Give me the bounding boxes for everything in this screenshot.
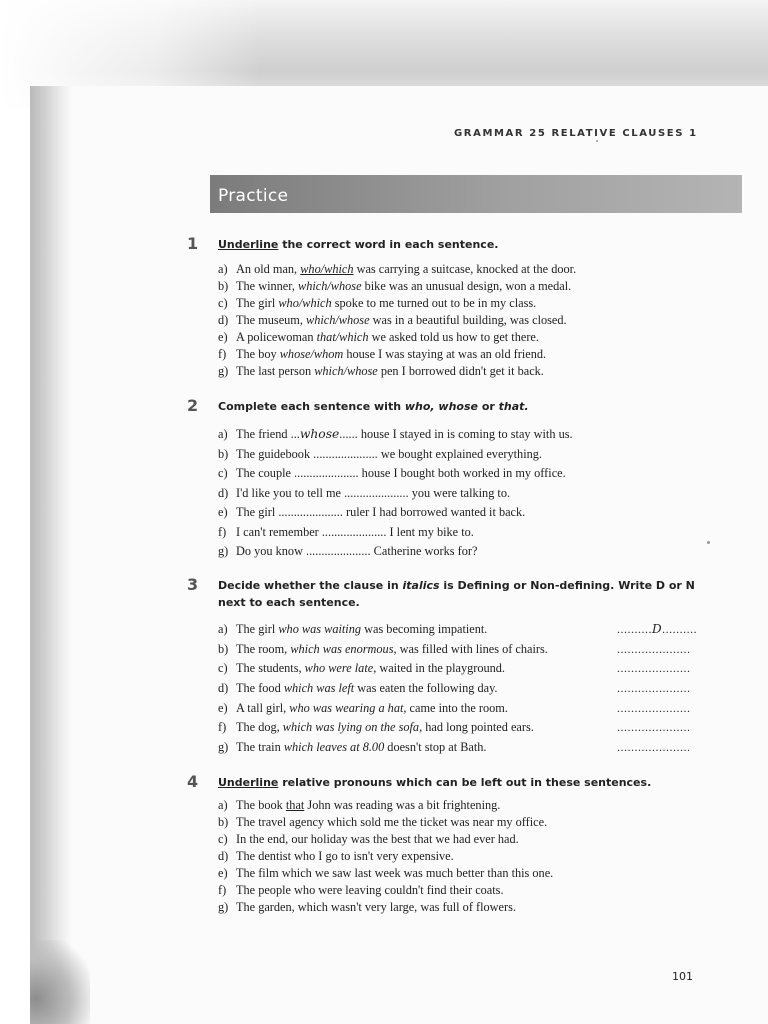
item-clause: which was lying on the sofa, <box>282 720 423 735</box>
item-letter: a) <box>218 262 228 276</box>
item-choice: that/which <box>316 330 369 344</box>
item-choice: whose/whom <box>279 347 344 361</box>
list-item <box>218 503 573 523</box>
exercise-items <box>218 261 576 380</box>
exercise-items <box>218 425 573 562</box>
item-text: The girl <box>236 622 279 636</box>
scan-speck <box>707 541 710 544</box>
instruction-text: Complete each sentence with <box>218 400 405 413</box>
answer-blank: ..................... <box>617 720 691 735</box>
exercise-number: 1 <box>187 234 199 253</box>
instruction-underlined: Underline <box>218 238 279 251</box>
item-text: The dog, <box>236 720 283 735</box>
list-item <box>218 848 553 865</box>
item-choice: which/whose <box>298 279 362 293</box>
item-text: In the end, our holiday was the best that we had ever had. <box>236 832 519 846</box>
list-item <box>218 464 573 484</box>
item-text: was eaten the following day. <box>354 681 498 696</box>
item-letter: a) <box>218 622 228 636</box>
item-text: The dentist who I go to isn't very expensive. <box>236 849 454 863</box>
list-item <box>218 699 691 719</box>
list-item <box>218 865 553 882</box>
list-item <box>218 523 573 543</box>
answer-blank: ..................... <box>617 681 691 696</box>
item-text: The winner, <box>236 279 298 293</box>
item-text: An old man, <box>236 262 301 276</box>
answer-blank: ..................... <box>617 740 691 755</box>
list-item <box>218 659 691 679</box>
item-clause: who were late, <box>304 661 377 676</box>
item-letter: c) <box>218 296 228 310</box>
answer-blank: ..................... <box>617 661 691 676</box>
exercise-number: 4 <box>187 772 199 791</box>
instruction-text: the correct word in each sentence. <box>278 238 499 251</box>
item-text: waited in the playground. <box>376 661 506 676</box>
item-text: The friend ... <box>236 427 300 441</box>
list-item <box>218 329 576 346</box>
item-text: was in a beautiful building, was closed. <box>369 313 567 327</box>
list-item <box>218 278 576 295</box>
item-text: The last person <box>236 364 315 378</box>
item-text: The train <box>236 740 284 755</box>
item-choice: which/whose <box>314 364 378 378</box>
item-letter: b) <box>218 279 229 293</box>
item-clause: which was enormous, <box>290 641 397 656</box>
item-choice: who/which <box>278 296 332 310</box>
item-text: was filled with lines of chairs. <box>396 641 548 656</box>
list-item <box>218 831 553 848</box>
list-item <box>218 620 698 640</box>
list-item <box>218 718 691 738</box>
item-letter: g) <box>218 740 229 755</box>
handwritten-answer: whose <box>299 427 340 441</box>
answer-dots: .......... <box>662 622 698 636</box>
section-banner <box>210 175 742 213</box>
item-choice: which/whose <box>306 313 370 327</box>
item-text: The room, <box>236 641 291 656</box>
item-text: I can't remember ..................... I lent my bike to. <box>236 524 474 539</box>
list-item <box>218 899 553 916</box>
item-letter: f) <box>218 883 227 897</box>
item-letter: e) <box>218 330 228 344</box>
exercise-instruction <box>218 577 718 611</box>
item-letter: e) <box>218 866 228 880</box>
exercise-instruction <box>218 398 718 415</box>
item-text: The boy <box>236 347 280 361</box>
exercise-number: 3 <box>187 575 199 594</box>
item-text: was carrying a suitcase, knocked at the door. <box>353 262 577 276</box>
exercise-instruction <box>218 236 718 253</box>
item-letter: c) <box>218 832 228 846</box>
list-item <box>218 295 576 312</box>
item-text: spoke to me turned out to be in my class. <box>331 296 537 310</box>
item-letter: f) <box>218 524 227 539</box>
instruction-text: relative pronouns which can be left out in these sentences. <box>278 776 652 789</box>
page-number: 101 <box>672 970 693 983</box>
item-letter: c) <box>218 661 228 676</box>
item-text: house I was staying at was an old friend. <box>343 347 547 361</box>
item-text: I'd like you to tell me ..................... you were talking to. <box>236 485 511 500</box>
item-letter: b) <box>218 446 229 461</box>
list-item <box>218 679 691 699</box>
list-item <box>218 346 576 363</box>
answer-blank: ..................... <box>617 700 691 715</box>
item-text: The museum, <box>236 313 307 327</box>
item-text: A tall girl, <box>236 700 290 715</box>
item-choice: who/which <box>300 262 354 276</box>
item-text: ...... house I stayed in is coming to stay with us. <box>339 427 573 441</box>
answer-blank: ..................... <box>617 641 691 656</box>
item-letter: a) <box>218 798 228 812</box>
item-text: The girl ..................... ruler I had borrowed wanted it back. <box>236 505 526 519</box>
item-text: we asked told us how to get there. <box>368 330 539 344</box>
instruction-line <box>218 577 718 594</box>
exercise-items <box>218 620 698 758</box>
scan-binding-shadow <box>30 86 72 1024</box>
list-item <box>218 445 573 465</box>
instruction-italic: that. <box>498 400 529 413</box>
item-text: The food <box>236 681 284 696</box>
list-item <box>218 425 573 445</box>
item-text: The film which we saw last week was much better than this one. <box>236 866 554 880</box>
item-clause: which was left <box>283 681 355 696</box>
item-clause: who was wearing a hat, <box>289 700 407 715</box>
list-item <box>218 363 576 380</box>
item-text: The students, <box>236 661 305 676</box>
item-letter: e) <box>218 700 228 715</box>
exercise-items <box>218 797 553 916</box>
item-letter: g) <box>218 544 229 558</box>
answer-dots: .......... <box>617 622 652 636</box>
item-letter: b) <box>218 641 229 656</box>
item-letter: f) <box>218 720 227 735</box>
item-letter: g) <box>218 364 229 378</box>
handwritten-answer: D <box>652 622 663 636</box>
item-text: was becoming impatient. <box>361 622 488 636</box>
instruction-italic: who, whose <box>404 400 478 413</box>
list-item <box>218 640 691 660</box>
item-text: Do you know ..................... Catherine works for? <box>236 544 478 558</box>
exercise-instruction <box>218 774 718 791</box>
item-clause: which leaves at 8.00 <box>283 740 385 755</box>
list-item <box>218 882 553 899</box>
exercise-number: 2 <box>187 396 199 415</box>
item-text: doesn't stop at Bath. <box>384 740 487 755</box>
scan-speck <box>596 140 598 142</box>
underlined-pronoun: that <box>285 798 305 812</box>
instruction-text: Decide whether the clause in <box>218 579 403 592</box>
instruction-italic: italics <box>402 579 440 592</box>
item-text: bike was an unusual design, won a medal. <box>361 279 572 293</box>
answer-blank <box>617 620 697 640</box>
item-letter: e) <box>218 505 228 519</box>
instruction-text: is Defining or Non-defining. Write D or N <box>439 579 695 592</box>
item-letter: c) <box>218 466 228 480</box>
item-text: had long pointed ears. <box>422 720 534 735</box>
list-item <box>218 738 691 758</box>
item-text: The book <box>236 798 286 812</box>
instruction-text: next to each sentence. <box>218 596 360 609</box>
item-letter: b) <box>218 815 229 829</box>
list-item <box>218 312 576 329</box>
item-letter: a) <box>218 427 228 441</box>
instruction-underlined: Underline <box>218 776 279 789</box>
item-letter: d) <box>218 485 229 500</box>
list-item <box>218 814 553 831</box>
running-head: GRAMMAR 25 RELATIVE CLAUSES 1 <box>454 128 698 139</box>
item-letter: g) <box>218 900 229 914</box>
item-text: John was reading was a bit frightening. <box>304 798 501 812</box>
scan-smudge <box>30 940 90 1024</box>
item-text: The girl <box>236 296 279 310</box>
section-title: Practice <box>218 186 289 206</box>
item-text: The people who were leaving couldn't find their coats. <box>236 883 504 897</box>
item-text: The garden, which wasn't very large, was full of flowers. <box>236 900 516 914</box>
item-text: The travel agency which sold me the ticket was near my office. <box>236 815 548 829</box>
item-text: pen I borrowed didn't get it back. <box>377 364 544 378</box>
item-clause: who was waiting <box>278 622 362 636</box>
list-item <box>218 484 573 504</box>
item-text: A policewoman <box>236 330 317 344</box>
item-letter: d) <box>218 313 229 327</box>
list-item <box>218 542 573 562</box>
item-letter: f) <box>218 347 227 361</box>
item-text: The guidebook ..................... we bought explained everything. <box>236 446 542 461</box>
item-text: The couple ..................... house I bought both worked in my office. <box>236 466 566 480</box>
list-item <box>218 797 553 814</box>
item-text: came into the room. <box>406 700 508 715</box>
item-letter: d) <box>218 681 229 696</box>
list-item <box>218 261 576 278</box>
instruction-text: or <box>478 400 499 413</box>
instruction-line <box>218 594 718 611</box>
item-letter: d) <box>218 849 229 863</box>
